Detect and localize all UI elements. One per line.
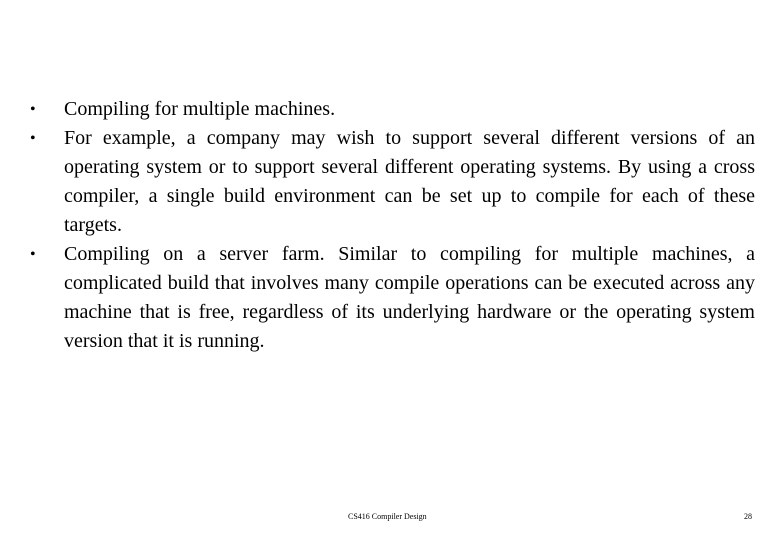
bullet-text: Compiling on a server farm. Similar to compiling for multiple machines, a complicated build that involves many compile operations can be executed across any machine that is free, regardless of its underlying hardware or the operating system version that it is running. <box>64 243 755 352</box>
footer-page-number: 28 <box>744 512 752 521</box>
bullet-item <box>30 95 755 124</box>
bullet-item <box>30 240 755 356</box>
bullet-marker: • <box>30 101 36 118</box>
bullet-list <box>30 95 755 356</box>
bullet-item <box>30 124 755 240</box>
bullet-text: For example, a company may wish to support several different versions of an operating system or to support several different operating systems. By using a cross compiler, a single build environment can be set up to compile for each of these targets. <box>64 127 755 236</box>
bullet-marker: • <box>30 246 36 263</box>
footer-course-title: CS416 Compiler Design <box>348 512 427 521</box>
bullet-marker: • <box>30 130 36 147</box>
bullet-text: Compiling for multiple machines. <box>64 98 336 120</box>
